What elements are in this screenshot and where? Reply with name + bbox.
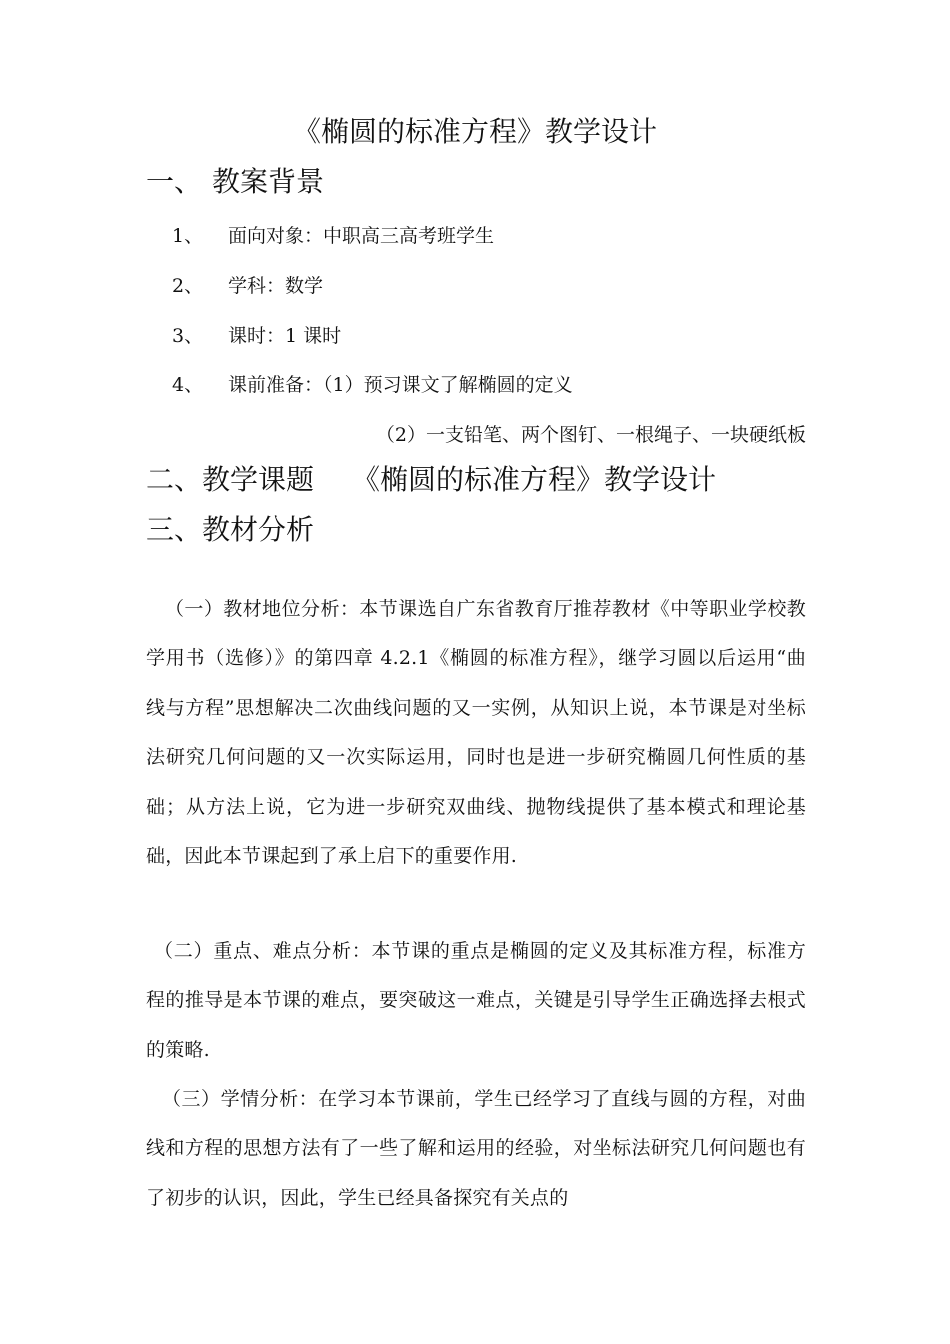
list-item-text: 课前准备：（1）预习课文了解椭圆的定义: [228, 374, 573, 396]
section-title: 教案背景: [212, 165, 325, 198]
list-item-text: 课时：1 课时: [228, 325, 342, 347]
list-item-continuation: （2）一支铅笔、两个图钉、一根绳子、一块硬纸板: [375, 424, 806, 446]
list-item: [172, 222, 494, 250]
list-item: [172, 272, 323, 300]
section-number: 二、教学课题: [146, 463, 315, 496]
paragraph-learner-analysis: （三）学情分析：在学习本节课前，学生已经学习了直线与圆的方程，对曲线和方程的思想方法有了一些了解和运用的经验，对坐标法研究几何问题也有了初步的认识，因此，学生已经具备探究有关点的: [146, 1088, 806, 1209]
list-item-number: 1、: [172, 225, 204, 247]
section-title: 《椭圆的标准方程》教学设计: [352, 463, 717, 496]
list-item: [172, 322, 341, 350]
list-item-number: 3、: [172, 325, 204, 347]
section-number: 一、: [146, 165, 203, 198]
list-item-number: 2、: [172, 275, 204, 297]
section-heading-topic: [146, 460, 716, 500]
section-heading-background: [146, 162, 324, 202]
list-item: [172, 371, 573, 399]
list-item-text: 学科：数学: [228, 275, 324, 297]
paragraph-key-points: （二）重点、难点分析：本节课的重点是椭圆的定义及其标准方程，标准方程的推导是本节课的难点，要突破这一难点，关键是引导学生正确选择去根式的策略.: [146, 940, 806, 1061]
document-title: 《椭圆的标准方程》教学设计: [292, 115, 657, 148]
list-item-number: 4、: [172, 374, 204, 396]
list-item-text: 面向对象：中职高三高考班学生: [228, 225, 495, 247]
paragraph-textbook-position: （一）教材地位分析：本节课选自广东省教育厅推荐教材《中等职业学校教学用书（选修）》的第四章 4.2.1《椭圆的标准方程》，继学习圆以后运用“曲线与方程”思想解决二次曲线问题的又一实例，从知识上说，本节课是对坐标法研究几何问题的又一次实际运用，同时也是进一步研究椭圆几何性质的基础；从方法上说，它为进一步研究双曲线、抛物线提供了基本模式和理论基础，因此本节课起到了承上启下的重要作用.: [146, 598, 806, 868]
section-heading-analysis: 三、教材分析: [146, 513, 315, 546]
